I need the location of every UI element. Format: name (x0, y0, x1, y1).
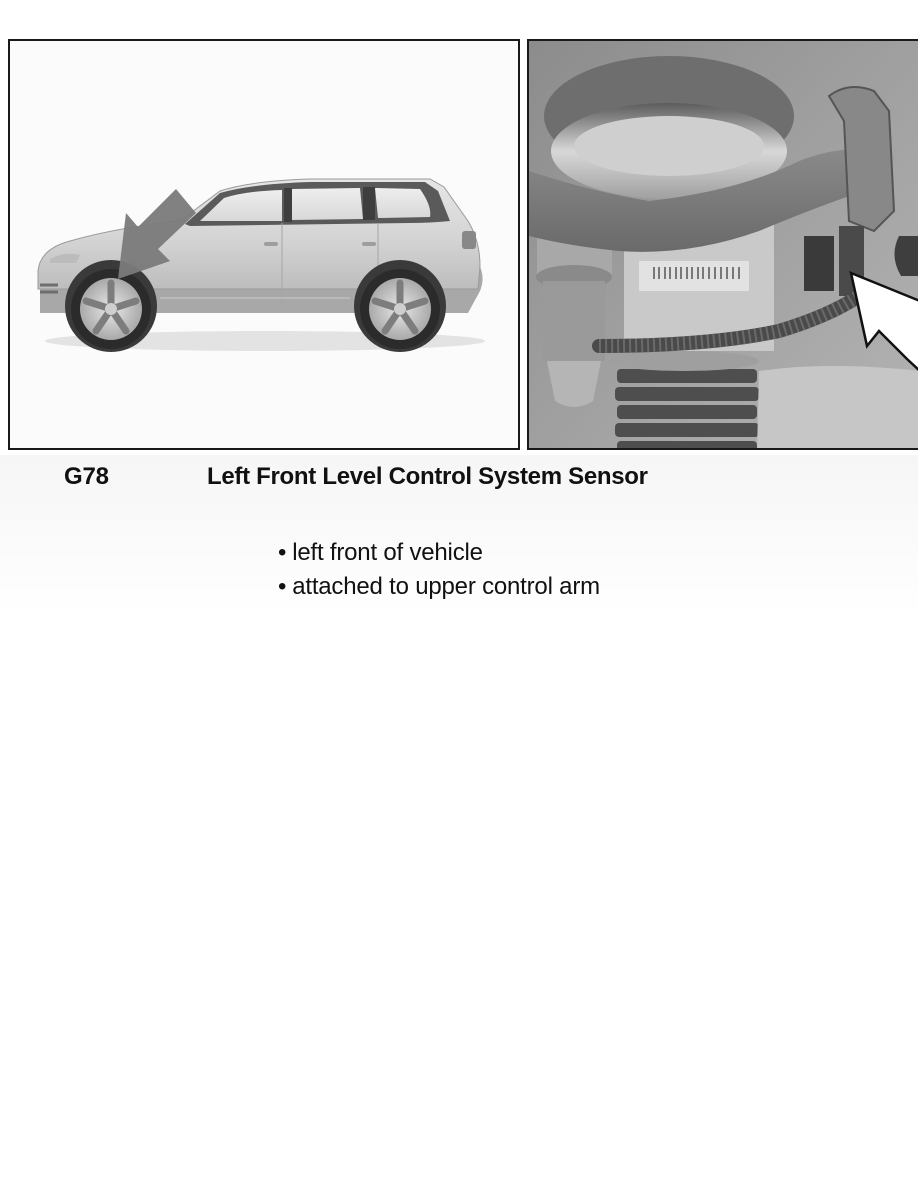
component-title: Left Front Level Control System Sensor (207, 463, 648, 490)
list-item-text: left front of vehicle (292, 539, 483, 566)
sensor-closeup-photo (527, 39, 918, 450)
component-code: G78 (64, 463, 109, 490)
suv-illustration (10, 41, 518, 448)
location-notes-list (278, 536, 600, 604)
list-item (278, 536, 600, 570)
rear-wheel (360, 269, 440, 349)
bullet-icon: • (278, 539, 287, 566)
bullet-icon: • (278, 573, 287, 600)
vehicle-side-view-figure (8, 39, 520, 450)
list-item-text: attached to upper control arm (292, 573, 600, 600)
list-item (278, 570, 600, 604)
front-wheel (71, 269, 151, 349)
strut-photo-illustration (529, 41, 918, 450)
